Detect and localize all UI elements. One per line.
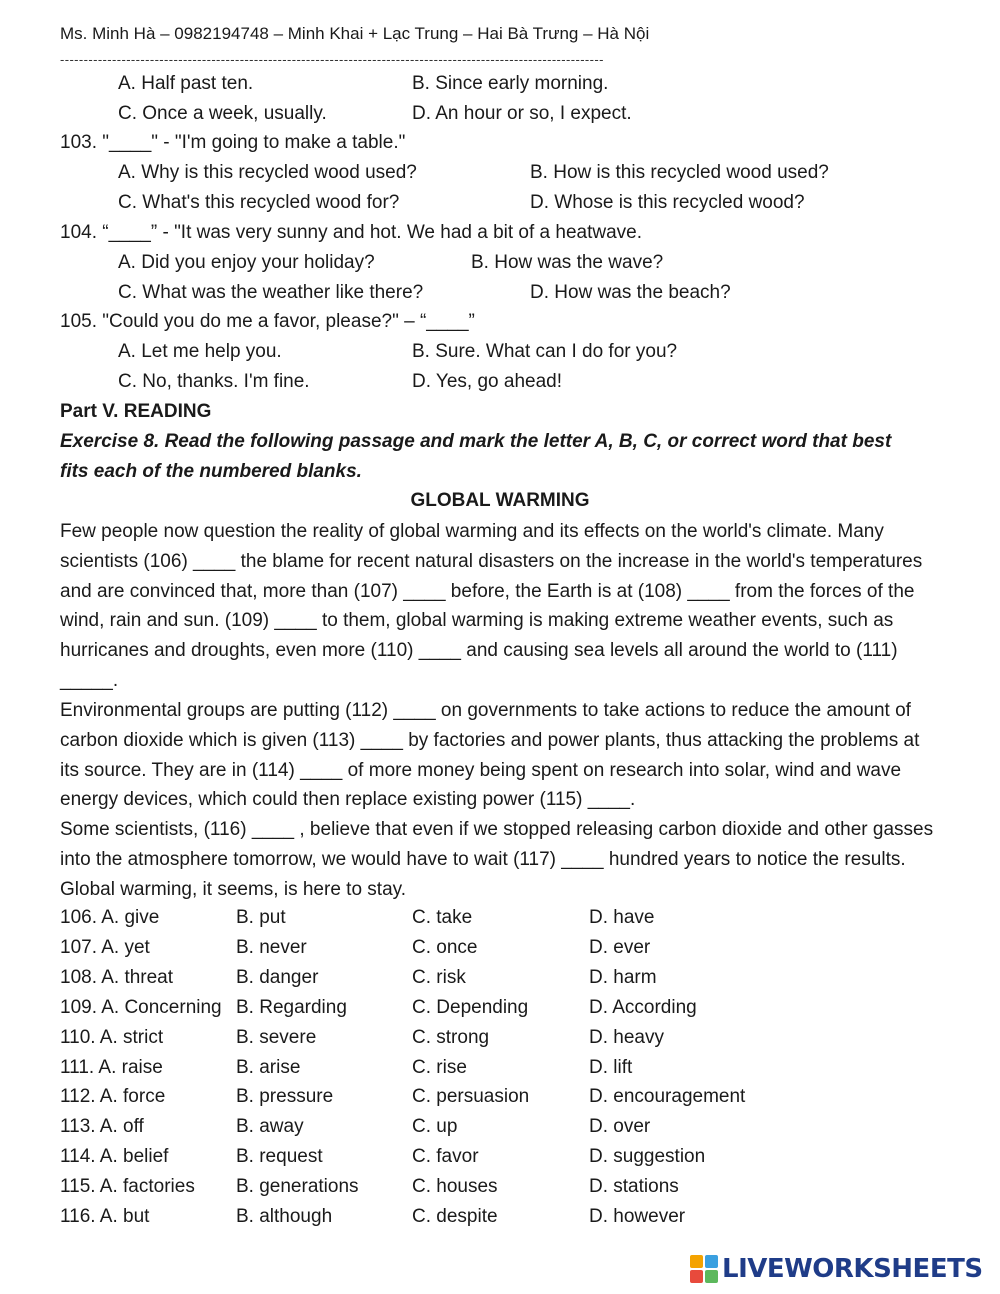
q109-option-a: 109. A. Concerning xyxy=(60,997,222,1018)
q102-option-c: C. Once a week, usually. xyxy=(118,103,327,124)
q116-option-a: 116. A. but xyxy=(60,1206,150,1227)
q105-option-d: D. Yes, go ahead! xyxy=(412,371,563,392)
q112-option-d: D. encouragement xyxy=(589,1086,746,1107)
q111-option-d: D. lift xyxy=(589,1057,633,1078)
q112-option-b: B. pressure xyxy=(236,1086,334,1107)
q114-option-c: C. favor xyxy=(412,1146,479,1167)
q108-option-d: D. harm xyxy=(589,967,657,988)
q108-option-a: 108. A. threat xyxy=(60,967,174,988)
q109-option-b: B. Regarding xyxy=(236,997,347,1018)
q108-option-c: C. risk xyxy=(412,967,466,988)
q106-option-d: D. have xyxy=(589,907,655,928)
logo-square-1 xyxy=(690,1255,703,1268)
exercise-instruction-line-1: Exercise 8. Read the following passage and mark the letter A, B, C, or correct word that best xyxy=(60,431,892,452)
exercise-instruction-line-2: fits each of the numbered blanks. xyxy=(60,461,362,482)
q109-option-d: D. According xyxy=(589,997,697,1018)
part-heading: Part V. READING xyxy=(60,401,212,422)
q107-option-d: D. ever xyxy=(589,937,651,958)
q112-option-c: C. persuasion xyxy=(412,1086,530,1107)
q115-option-a: 115. A. factories xyxy=(60,1176,195,1197)
q116-option-c: C. despite xyxy=(412,1206,498,1227)
q108-option-b: B. danger xyxy=(236,967,319,988)
q103-stem: 103. "____" - "I'm going to make a table." xyxy=(60,132,406,153)
liveworksheets-logo xyxy=(690,1253,983,1285)
q111-option-c: C. rise xyxy=(412,1057,467,1078)
q110-option-c: C. strong xyxy=(412,1027,490,1048)
q106-option-a: 106. A. give xyxy=(60,907,160,928)
q103-option-a: A. Why is this recycled wood used? xyxy=(118,162,417,183)
q113-option-d: D. over xyxy=(589,1116,651,1137)
passage-title: GLOBAL WARMING xyxy=(410,490,590,511)
q109-option-c: C. Depending xyxy=(412,997,529,1018)
q103-option-b: B. How is this recycled wood used? xyxy=(530,162,829,183)
q103-option-c: C. What's this recycled wood for? xyxy=(118,192,400,213)
q112-option-a: 112. A. force xyxy=(60,1086,166,1107)
q105-option-a: A. Let me help you. xyxy=(118,341,282,362)
q113-option-b: B. away xyxy=(236,1116,304,1137)
q104-option-b: B. How was the wave? xyxy=(471,252,664,273)
q111-option-b: B. arise xyxy=(236,1057,301,1078)
q107-option-a: 107. A. yet xyxy=(60,937,150,958)
q106-option-c: C. take xyxy=(412,907,473,928)
passage-paragraph-3: Some scientists, (116) ____ , believe that even if we stopped releasing carbon dioxide and other gasses into the atmosphere tomorrow, we would have to wait (117) ____ hundred years to notice the results. Global warming, it seems, is here to stay. xyxy=(60,819,934,900)
q105-stem: 105. "Could you do me a favor, please?" – “____” xyxy=(60,311,475,332)
q102-option-a: A. Half past ten. xyxy=(118,73,254,94)
q115-option-b: B. generations xyxy=(236,1176,359,1197)
logo-square-2 xyxy=(705,1255,718,1268)
q115-option-c: C. houses xyxy=(412,1176,498,1197)
q103-option-d: D. Whose is this recycled wood? xyxy=(530,192,805,213)
q110-option-d: D. heavy xyxy=(589,1027,664,1048)
q104-option-a: A. Did you enjoy your holiday? xyxy=(118,252,375,273)
q104-option-c: C. What was the weather like there? xyxy=(118,282,424,303)
passage-paragraph-1: Few people now question the reality of global warming and its effects on the world's climate. Many scientists (106) ____ the blame for recent natural disasters on the increase in the world's temperatures and are convinced that, more than (107) ____ before, the Earth is at (108) ____ from the forces of the wind, rain and sun. (109) ____ to them, global warming is making extreme weather events, such as hurricanes and droughts, even more (110) ____ and causing sea levels all around the world to (111) _____. xyxy=(60,521,923,691)
q114-option-b: B. request xyxy=(236,1146,323,1167)
header-contact: Ms. Minh Hà – 0982194748 – Minh Khai + Lạc Trung – Hai Bà Trưng – Hà Nội xyxy=(60,24,650,43)
q114-option-d: D. suggestion xyxy=(589,1146,706,1167)
liveworksheets-logo-text: LIVEWORKSHEETS xyxy=(722,1254,983,1284)
q114-option-a: 114. A. belief xyxy=(60,1146,169,1167)
header-divider: ------------------------------------------------------------------------------------------------------------------- xyxy=(60,52,604,67)
q116-option-b: B. although xyxy=(236,1206,333,1227)
liveworksheets-logo-icon xyxy=(690,1255,718,1283)
q102-option-b: B. Since early morning. xyxy=(412,73,609,94)
q116-option-d: D. however xyxy=(589,1206,686,1227)
q107-option-b: B. never xyxy=(236,937,307,958)
passage-paragraph-2: Environmental groups are putting (112) ____ on governments to take actions to reduce the amount of carbon dioxide which is given (113) ____ by factories and power plants, thus attacking the problems at its source. They are in (114) ____ of more money being spent on research into solar, wind and wave energy devices, which could then replace existing power (115) ____. xyxy=(60,700,920,811)
q106-option-b: B. put xyxy=(236,907,286,928)
q105-option-b: B. Sure. What can I do for you? xyxy=(412,341,678,362)
q110-option-b: B. severe xyxy=(236,1027,317,1048)
q111-option-a: 111. A. raise xyxy=(60,1057,163,1078)
q104-option-d: D. How was the beach? xyxy=(530,282,731,303)
q105-option-c: C. No, thanks. I'm fine. xyxy=(118,371,310,392)
q110-option-a: 110. A. strict xyxy=(60,1027,164,1048)
q107-option-c: C. once xyxy=(412,937,478,958)
q104-stem: 104. “____” - "It was very sunny and hot. We had a bit of a heatwave. xyxy=(60,222,643,243)
q113-option-c: C. up xyxy=(412,1116,458,1137)
q102-option-d: D. An hour or so, I expect. xyxy=(412,103,632,124)
logo-square-3 xyxy=(690,1270,703,1283)
logo-square-4 xyxy=(705,1270,718,1283)
q115-option-d: D. stations xyxy=(589,1176,679,1197)
q113-option-a: 113. A. off xyxy=(60,1116,144,1137)
